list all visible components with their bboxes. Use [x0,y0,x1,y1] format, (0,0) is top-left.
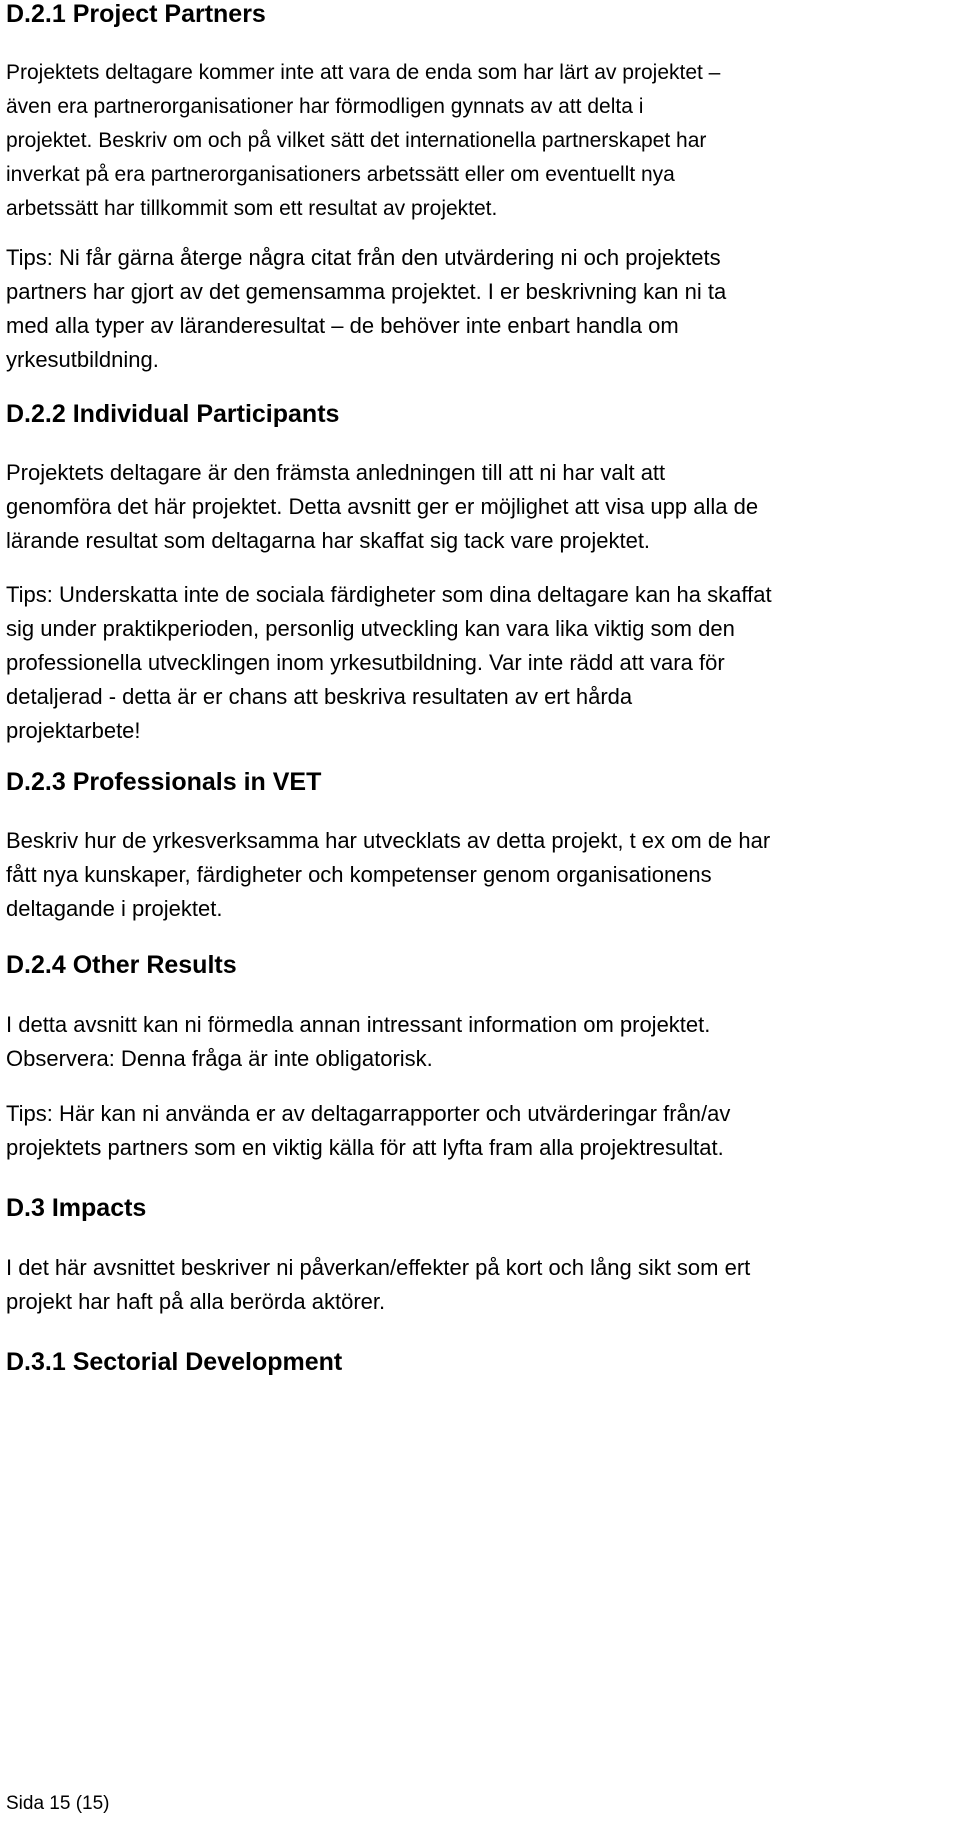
text-line: Tips: Underskatta inte de sociala färdigheter som dina deltagare kan ha skaffat [6,582,772,607]
text-line: projektets partners som en viktig källa för att lyfta fram alla projektresultat. [6,1135,724,1160]
text-line: Beskriv hur de yrkesverksamma har utvecklats av detta projekt, t ex om de har [6,828,771,853]
heading-d22: D.2.2 Individual Participants [6,400,340,428]
text-line: även era partnerorganisationer har förmodligen gynnats av att delta i [6,95,644,118]
page-number-footer: Sida 15 (15) [6,1793,110,1814]
paragraph-d24-tips [6,1097,936,1165]
text-line: Observera: Denna fråga är inte obligatorisk. [6,1046,433,1071]
heading-d23: D.2.3 Professionals in VET [6,768,322,796]
text-line: I det här avsnittet beskriver ni påverkan/effekter på kort och lång sikt som ert [6,1255,751,1280]
paragraph-d3-intro [6,1251,936,1319]
text-line: inverkat på era partnerorganisationers arbetssätt eller om eventuellt nya [6,163,675,186]
text-line: projektarbete! [6,718,141,743]
paragraph-d22-tips [6,578,936,748]
text-line: detaljerad - detta är er chans att beskriva resultaten av ert hårda [6,684,633,709]
text-line: projektet. Beskriv om och på vilket sätt det internationella partnerskapet har [6,129,707,152]
text-line: lärande resultat som deltagarna har skaffat sig tack vare projektet. [6,528,651,553]
heading-d3: D.3 Impacts [6,1194,147,1222]
text-line: Projektets deltagare kommer inte att vara de enda som har lärt av projektet – [6,61,721,84]
text-line: arbetssätt har tillkommit som ett resultat av projektet. [6,197,498,220]
heading-d31: D.3.1 Sectorial Development [6,1348,343,1376]
paragraph-d22-intro [6,456,936,558]
text-line: partners har gjort av det gemensamma projektet. I er beskrivning kan ni ta [6,279,727,304]
heading-d21: D.2.1 Project Partners [6,0,266,28]
text-line: Projektets deltagare är den främsta anledningen till att ni har valt att [6,460,666,485]
paragraph-d24-intro [6,1008,936,1076]
text-line: med alla typer av läranderesultat – de behöver inte enbart handla om [6,313,679,338]
text-line: genomföra det här projektet. Detta avsnitt ger er möjlighet att visa upp alla de [6,494,759,519]
text-line: I detta avsnitt kan ni förmedla annan intressant information om projektet. [6,1012,711,1037]
heading-d24: D.2.4 Other Results [6,951,237,979]
text-line: projekt har haft på alla berörda aktörer. [6,1289,386,1314]
text-line: Tips: Här kan ni använda er av deltagarrapporter och utvärderingar från/av [6,1101,731,1126]
text-line: professionella utvecklingen inom yrkesutbildning. Var inte rädd att vara för [6,650,725,675]
paragraph-d21-intro [6,56,936,226]
text-line: sig under praktikperioden, personlig utveckling kan vara lika viktig som den [6,616,735,641]
paragraph-d21-tips [6,241,936,377]
paragraph-d23-intro [6,824,936,926]
text-line: fått nya kunskaper, färdigheter och kompetenser genom organisationens [6,862,712,887]
text-line: deltagande i projektet. [6,896,223,921]
text-line: Tips: Ni får gärna återge några citat från den utvärdering ni och projektets [6,245,721,270]
text-line: yrkesutbildning. [6,347,159,372]
